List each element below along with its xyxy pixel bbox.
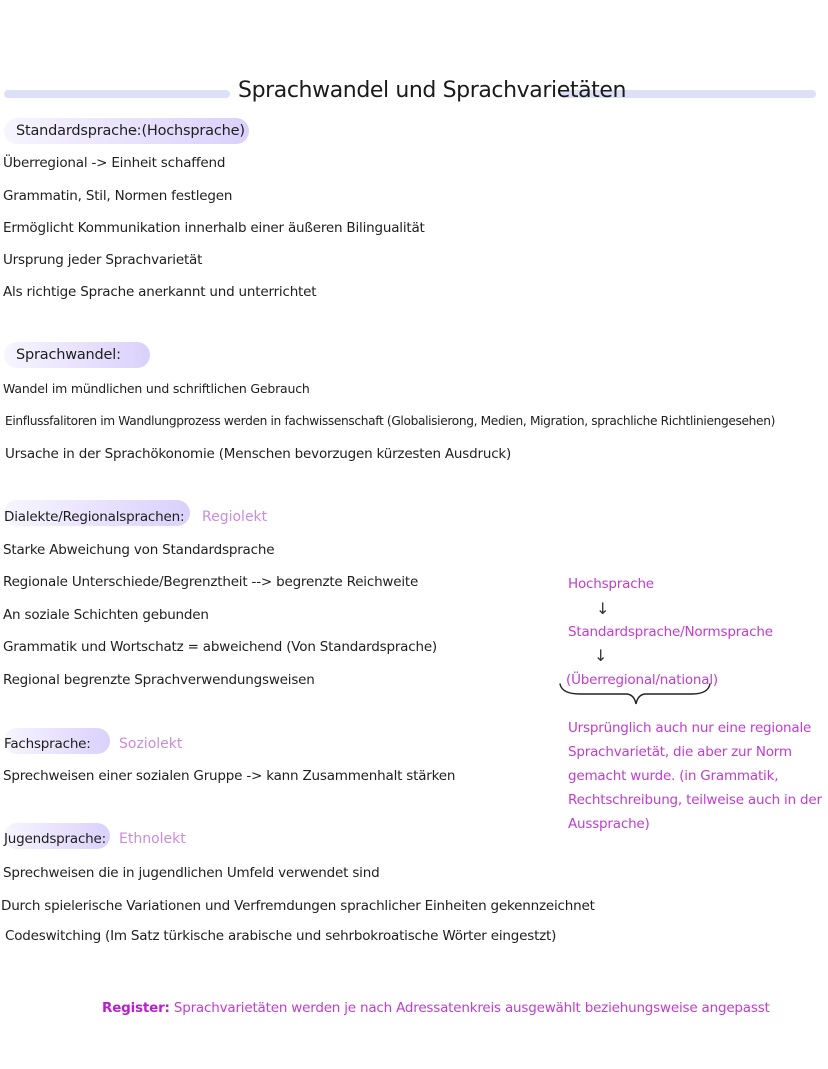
standard-heading: Standardsprache: (16, 123, 142, 139)
jugend-heading: Jugendsprache: (4, 831, 106, 847)
fach-line: Sprechweisen einer sozialen Gruppe -> kann Zusammenhalt stärken (3, 768, 456, 784)
side-note-line: Rechtschreibung, teilweise auch in der (568, 792, 822, 808)
side-note-line: gemacht wurde. (in Grammatik, (568, 768, 779, 784)
dialekte-line: Regionale Unterschiede/Begrenztheit --> begrenzte Reichweite (3, 574, 419, 590)
dialekte-line: Grammatik und Wortschatz = abweichend (Von Standardsprache) (3, 639, 437, 655)
down-arrow-icon: ↓ (596, 599, 610, 618)
wandel-line: Wandel im mündlichen und schriftlichen Gebrauch (3, 381, 310, 396)
down-arrow-icon: ↓ (594, 646, 608, 665)
standard-subtitle: - (Hochsprache) (132, 123, 245, 139)
jugend-line: Durch spielerische Variationen und Verfremdungen sprachlicher Einheiten gekennzeichnet (1, 898, 595, 914)
standard-line: Ursprung jeder Sprachvarietät (3, 252, 203, 268)
dialekte-line: Starke Abweichung von Standardsprache (3, 542, 275, 558)
standard-line: Als richtige Sprache anerkannt und unterrichtet (3, 284, 317, 300)
side-hochsprache: Hochsprache (568, 576, 654, 592)
register-note (102, 998, 770, 1018)
soziolekt-label: Soziolekt (119, 736, 183, 752)
curly-brace-icon (556, 680, 716, 708)
wandel-heading: Sprachwandel: (16, 347, 121, 363)
standard-line: Ermöglicht Kommunikation innerhalb einer äußeren Bilingualität (3, 220, 425, 236)
side-standardsprache: Standardsprache/Normsprache (568, 624, 773, 640)
side-note-line: Aussprache) (568, 816, 650, 832)
wandel-line: Einflussfalitoren im Wandlungprozess werden in fachwissenschaft (Globalisierong, Medien, Migration, sprachliche Richtliniengesehen) (5, 414, 775, 428)
jugend-line: Codeswitching (Im Satz türkische arabische und sehrbokroatische Wörter eingestzt) (5, 928, 557, 944)
standard-line: Grammatin, Stil, Normen festlegen (3, 188, 233, 204)
register-label: Register: (102, 1000, 170, 1016)
jugend-line: Sprechweisen die in jugendlichen Umfeld verwendet sind (3, 865, 380, 881)
standard-line: Überregional -> Einheit schaffend (3, 155, 226, 171)
regiolekt-label: Regiolekt (202, 509, 268, 525)
title-bar-left (4, 90, 230, 98)
register-text: Sprachvarietäten werden je nach Adressatenkreis ausgewählt beziehungsweise angepasst (173, 1000, 770, 1016)
side-ueberregional: (Überregional/national) (566, 672, 718, 688)
wandel-line: Ursache in der Sprachökonomie (Menschen bevorzugen kürzesten Ausdruck) (5, 446, 512, 462)
dialekte-line: An soziale Schichten gebunden (3, 607, 209, 623)
dialekte-line: Regional begrenzte Sprachverwendungsweisen (3, 672, 315, 688)
side-note-line: Ursprünglich auch nur eine regionale (568, 720, 812, 736)
dialekte-heading: Dialekte/Regionalsprachen: (4, 509, 185, 525)
ethnolekt-label: Ethnolekt (119, 831, 186, 847)
page-title: Sprachwandel und Sprachvarietäten (238, 78, 627, 103)
fach-heading: Fachsprache: (4, 736, 91, 752)
side-note-line: Sprachvarietät, die aber zur Norm (568, 744, 792, 760)
